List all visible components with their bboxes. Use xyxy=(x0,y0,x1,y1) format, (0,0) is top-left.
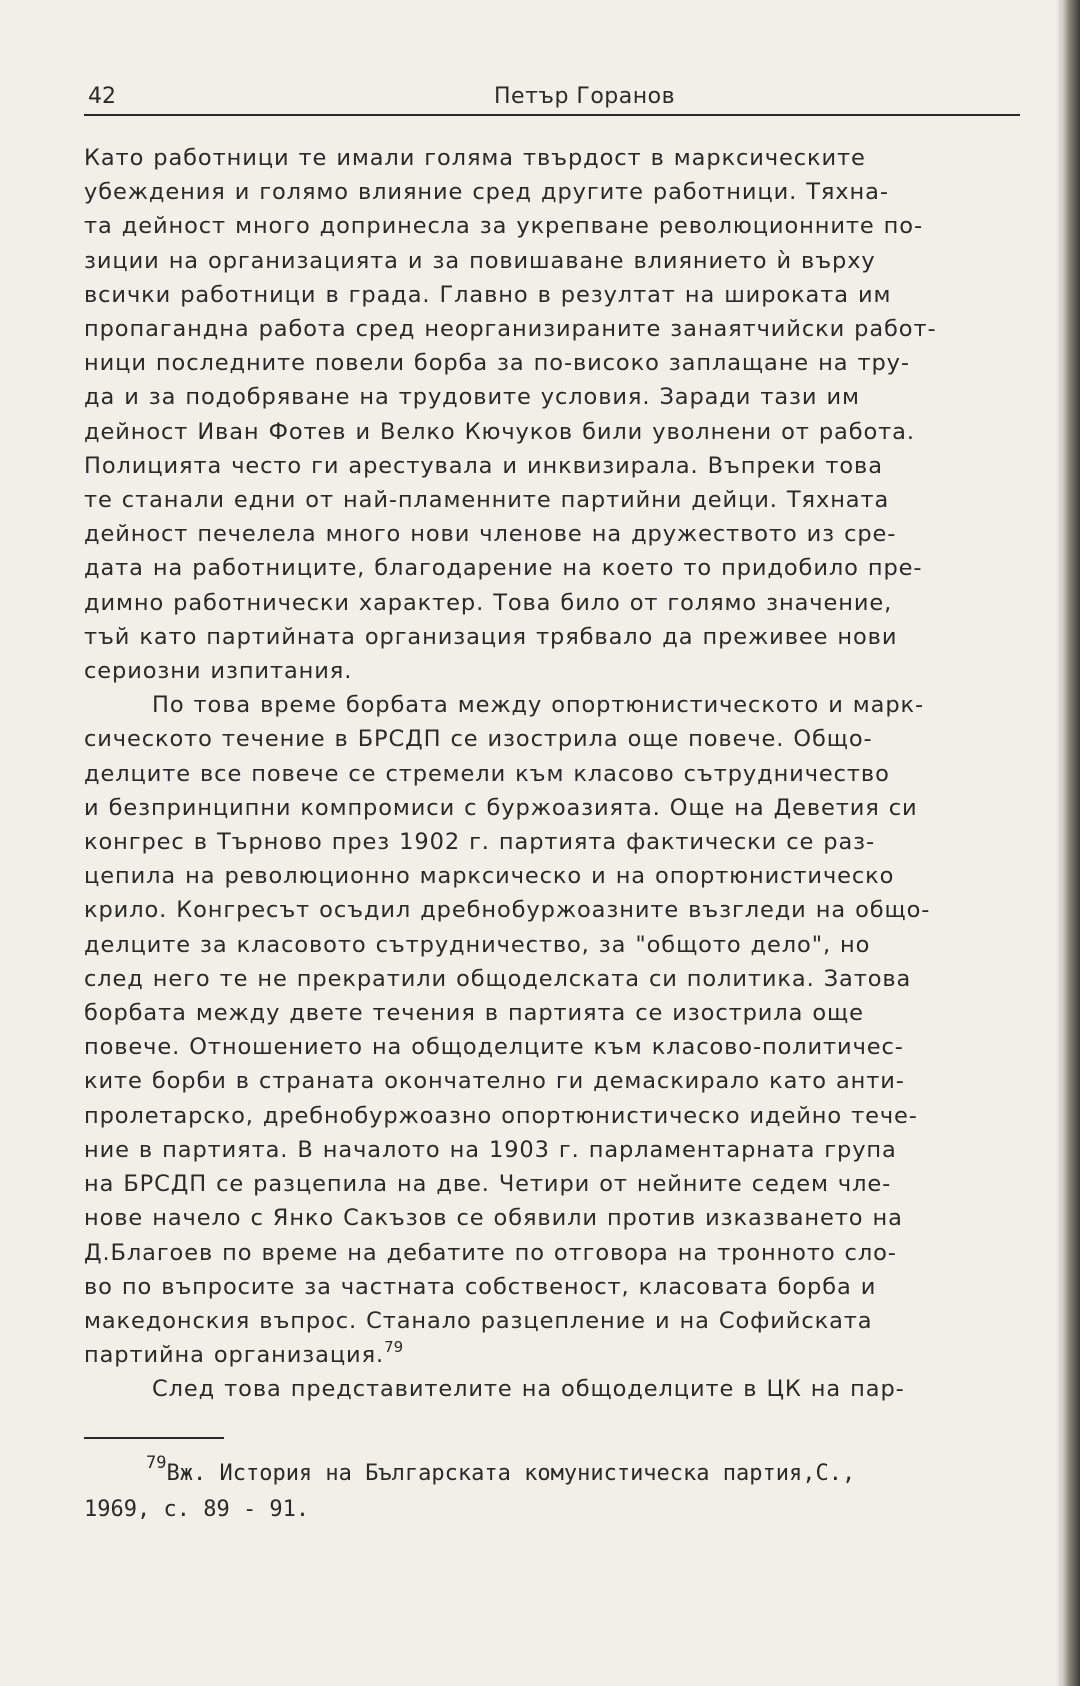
text-line: дата на работниците, благодарение на което то придобило пре- xyxy=(84,555,923,582)
footnote-text: Вж. История на Българската комунистическа партия,С., xyxy=(166,1461,856,1486)
text-line: нове начело с Янко Сакъзов се обявили против изказването на xyxy=(84,1205,903,1232)
footnote xyxy=(84,1453,1020,1528)
text-line: пролетарско, дребнобуржоазно опортюнистическо идейно тече- xyxy=(84,1102,918,1129)
text-line: во по въпросите за частната собственост, класовата борба и xyxy=(84,1273,877,1300)
footnote-marker: 79 xyxy=(146,1453,167,1473)
footnote-reference: 79 xyxy=(384,1338,404,1357)
text-line: след него те не прекратили общоделската си политика. Затова xyxy=(84,965,912,992)
text-line: та дейност много допринесла за укрепване революционните по- xyxy=(84,213,923,240)
text-line: партийна организация. xyxy=(84,1342,385,1369)
text-line: делците все повече се стремели към класово сътрудничество xyxy=(84,760,890,787)
text-line: повече. Отношението на общоделците към класово-политичес- xyxy=(84,1034,904,1061)
page-edge xyxy=(1062,0,1080,1686)
paragraph-start-line: По това време борбата между опортюнистическото и марк- xyxy=(152,692,925,719)
running-title: Петър Горанов xyxy=(494,84,676,109)
text-line: ние в партията. В началото на 1903 г. парламентарната група xyxy=(84,1136,897,1163)
text-line: дейност печелела много нови членове на дружеството из сре- xyxy=(84,521,897,548)
text-line: цепила на революционно марксическо и на опортюнистическо xyxy=(84,863,895,890)
page-number: 42 xyxy=(88,84,116,109)
text-line: зиции на организацията и за повишаване влиянието ѝ върху xyxy=(84,247,876,274)
footnote-divider xyxy=(84,1437,224,1439)
body-text xyxy=(84,141,1020,1407)
text-line: убеждения и голямо влияние сред другите работници. Тяхна- xyxy=(84,179,889,206)
text-line: Като работници те имали голяма твърдост в марксическите xyxy=(84,145,866,171)
text-line: да и за подобряване на трудовите условия. Заради тази им xyxy=(84,384,860,411)
text-line: македонския въпрос. Станало разцепление и на Софийската xyxy=(84,1307,873,1334)
text-line: пропагандна работа сред неорганизираните занаятчийски работ- xyxy=(84,316,937,343)
text-line: те станали едни от най-пламенните партийни дейци. Тяхната xyxy=(84,487,890,514)
text-line: ници последните повели борба за по-високо заплащане на тру- xyxy=(84,350,910,377)
text-line: и безпринципни компромиси с буржоазията. Още на Деветия си xyxy=(84,794,918,821)
text-line: димно работнически характер. Това било от голямо значение, xyxy=(84,589,893,616)
page-header xyxy=(84,82,1020,116)
text-line: всички работници в града. Главно в резултат на широката им xyxy=(84,281,892,308)
text-line: на БРСДП се разцепила на две. Четири от нейните седем чле- xyxy=(84,1171,892,1198)
text-line-with-reference xyxy=(84,1338,1020,1372)
text-line: конгрес в Търново през 1902 г. партията фактически се раз- xyxy=(84,829,876,856)
text-line: Д.Благоев по време на дебатите по отговора на тронното сло- xyxy=(84,1239,897,1266)
text-line: сическото течение в БРСДП се изострила още повече. Общо- xyxy=(84,726,873,753)
text-line: дейност Иван Фотев и Велко Кючуков били уволнени от работа. xyxy=(84,418,915,445)
text-line: тъй като партийната организация трябвало да преживее нови xyxy=(84,623,898,650)
text-line: ките борби в страната окончателно ги демаскирало като анти- xyxy=(84,1068,905,1095)
text-line: борбата между двете течения в партията се изострила още xyxy=(84,1000,864,1027)
paragraph-start-line: След това представителите на общоделците в ЦК на пар- xyxy=(152,1376,905,1403)
text-line: делците за класовото сътрудничество, за "общото дело", но xyxy=(84,931,871,958)
footnote-line: 1969, с. 89 - 91. xyxy=(84,1497,310,1522)
text-line: Полицията често ги арестувала и инквизирала. Въпреки това xyxy=(84,452,883,479)
text-line: крило. Конгресът осъдил дребнобуржоазните възгледи на общо- xyxy=(84,897,931,924)
footnote-line xyxy=(84,1453,1020,1492)
text-line: сериозни изпитания. xyxy=(84,658,353,685)
